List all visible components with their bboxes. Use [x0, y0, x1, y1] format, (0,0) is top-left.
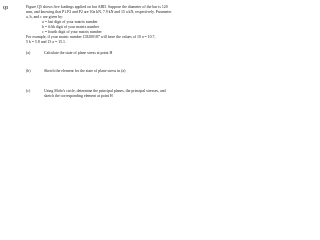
- example-note: [26, 35, 194, 45]
- parameter-definitions: [42, 20, 192, 35]
- part-c-line-2: sketch the corresponding element at point H: [44, 93, 113, 98]
- part-a-text: Calculate the state of plane stress at point H: [44, 51, 113, 55]
- intro-line-3: a, b, and c are given by:: [26, 14, 64, 19]
- intro-line-1: Figure Q5 shows five loadings applied on bar ABD. Suppose the diameter of the bar is 120: [26, 5, 168, 9]
- example-line-1: For example, if your matric number CD200187 will have the values of 10 a = 10.7,: [26, 35, 156, 39]
- question-number: Q5: [3, 5, 9, 10]
- question-intro: [26, 5, 194, 20]
- part-b-label: (b): [26, 69, 31, 73]
- intro-line-2: mm, and knowing that P1.P2 and P2 are 10a kN, 7.9 kN and 15 a kN, respectively. Parameter: [26, 9, 172, 14]
- example-line-2: 5 b = 5.8 and 15 a = 15.1.: [26, 39, 66, 44]
- part-b-text: Sketch the element for the state of plane stress in (a): [44, 69, 126, 73]
- part-a-label: (a): [26, 51, 31, 55]
- part-c-label: (c): [26, 89, 31, 93]
- part-c-line-1: Using Mohr's circle, determine the principal planes, the principal stresses, and: [44, 89, 166, 93]
- definition-a: a = last digit of your matrix number: [42, 20, 98, 24]
- definition-b: b = fifth digit of your matrix number: [42, 24, 100, 29]
- part-c-text: [44, 89, 166, 99]
- definition-c: c = fourth digit of your matrix number: [42, 29, 102, 34]
